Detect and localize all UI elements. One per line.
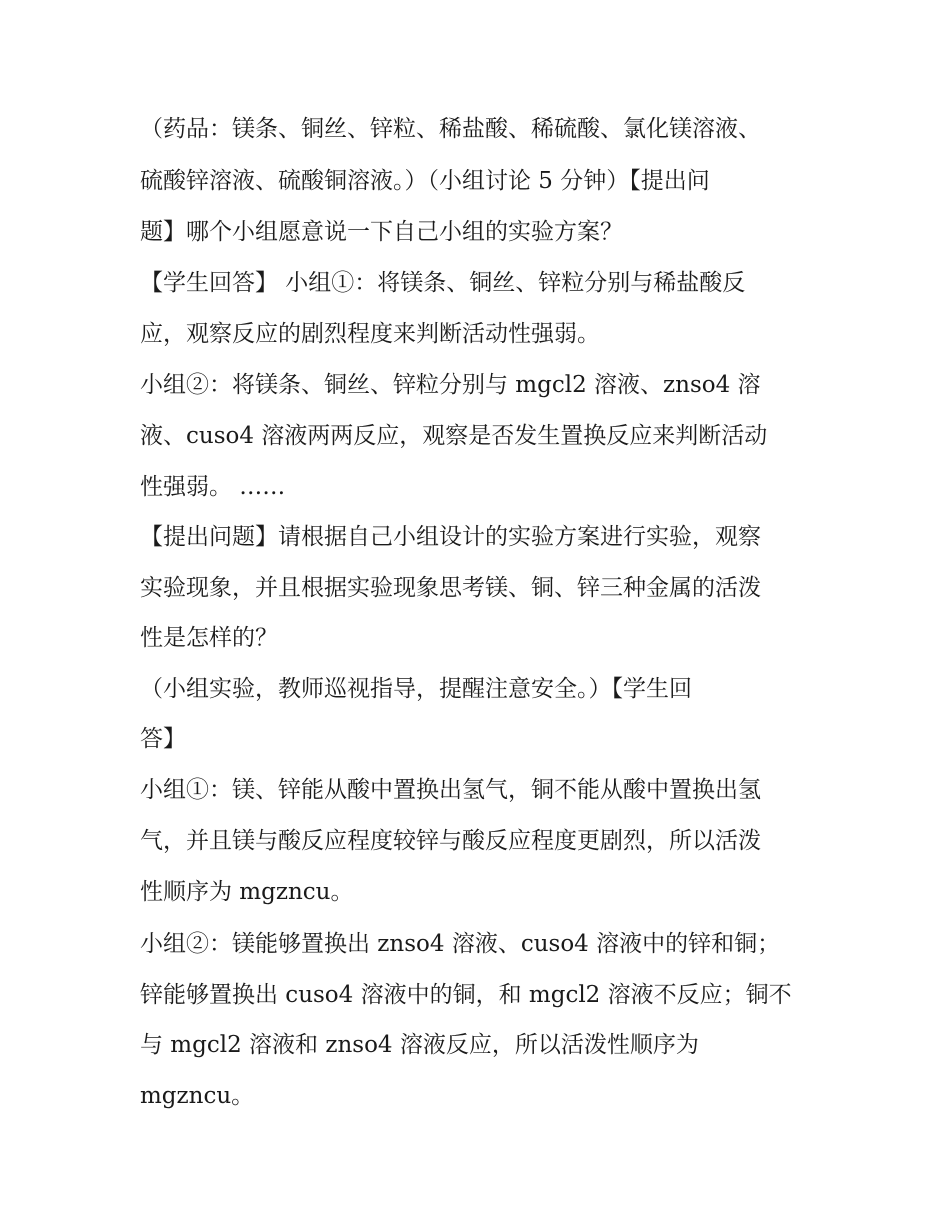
text-line: 锌能够置换出 cuso4 溶液中的铜，和 mgcl2 溶液不反应；铜不 (140, 982, 792, 1008)
text-line: 小组②：镁能够置换出 znso4 溶液、cuso4 溶液中的锌和铜； (140, 931, 781, 957)
text-line: 实验现象，并且根据实验现象思考镁、铜、锌三种金属的活泼 (140, 575, 761, 601)
text-line: 【提出问题】请根据自己小组设计的实验方案进行实验，观察 (140, 524, 761, 550)
text-line: 【学生回答】 小组①：将镁条、铜丝、锌粒分别与稀盐酸反 (140, 270, 746, 296)
text-line: 题】哪个小组愿意说一下自己小组的实验方案？ (140, 219, 623, 245)
text-line: 性强弱。 …… (140, 474, 286, 500)
text-line: 应，观察反应的剧烈程度来判断活动性强弱。 (140, 321, 600, 347)
text-line: 液、cuso4 溶液两两反应，观察是否发生置换反应来判断活动 (140, 423, 768, 449)
text-line: 性顺序为 mgzncu。 (140, 879, 354, 905)
text-line: 与 mgcl2 溶液和 znso4 溶液反应，所以活泼性顺序为 (140, 1032, 699, 1058)
text-line: （小组实验，教师巡视指导，提醒注意安全。）【学生回 (140, 676, 692, 702)
text-line: 小组②：将镁条、铜丝、锌粒分别与 mgcl2 溶液、znso4 溶 (140, 372, 761, 398)
text-line: 硫酸锌溶液、硫酸铜溶液。）（小组讨论 5 分钟）【提出问 (140, 168, 710, 194)
text-line: 气，并且镁与酸反应程度较锌与酸反应程度更剧烈，所以活泼 (140, 828, 761, 854)
text-line: 答】 (140, 726, 186, 752)
text-line: 性是怎样的？ (140, 625, 278, 651)
text-line: （药品：镁条、铜丝、锌粒、稀盐酸、稀硫酸、氯化镁溶液、 (140, 116, 761, 142)
text-line: 小组①：镁、锌能从酸中置换出氢气，铜不能从酸中置换出氢 (140, 777, 761, 803)
text-line: mgzncu。 (140, 1083, 255, 1109)
